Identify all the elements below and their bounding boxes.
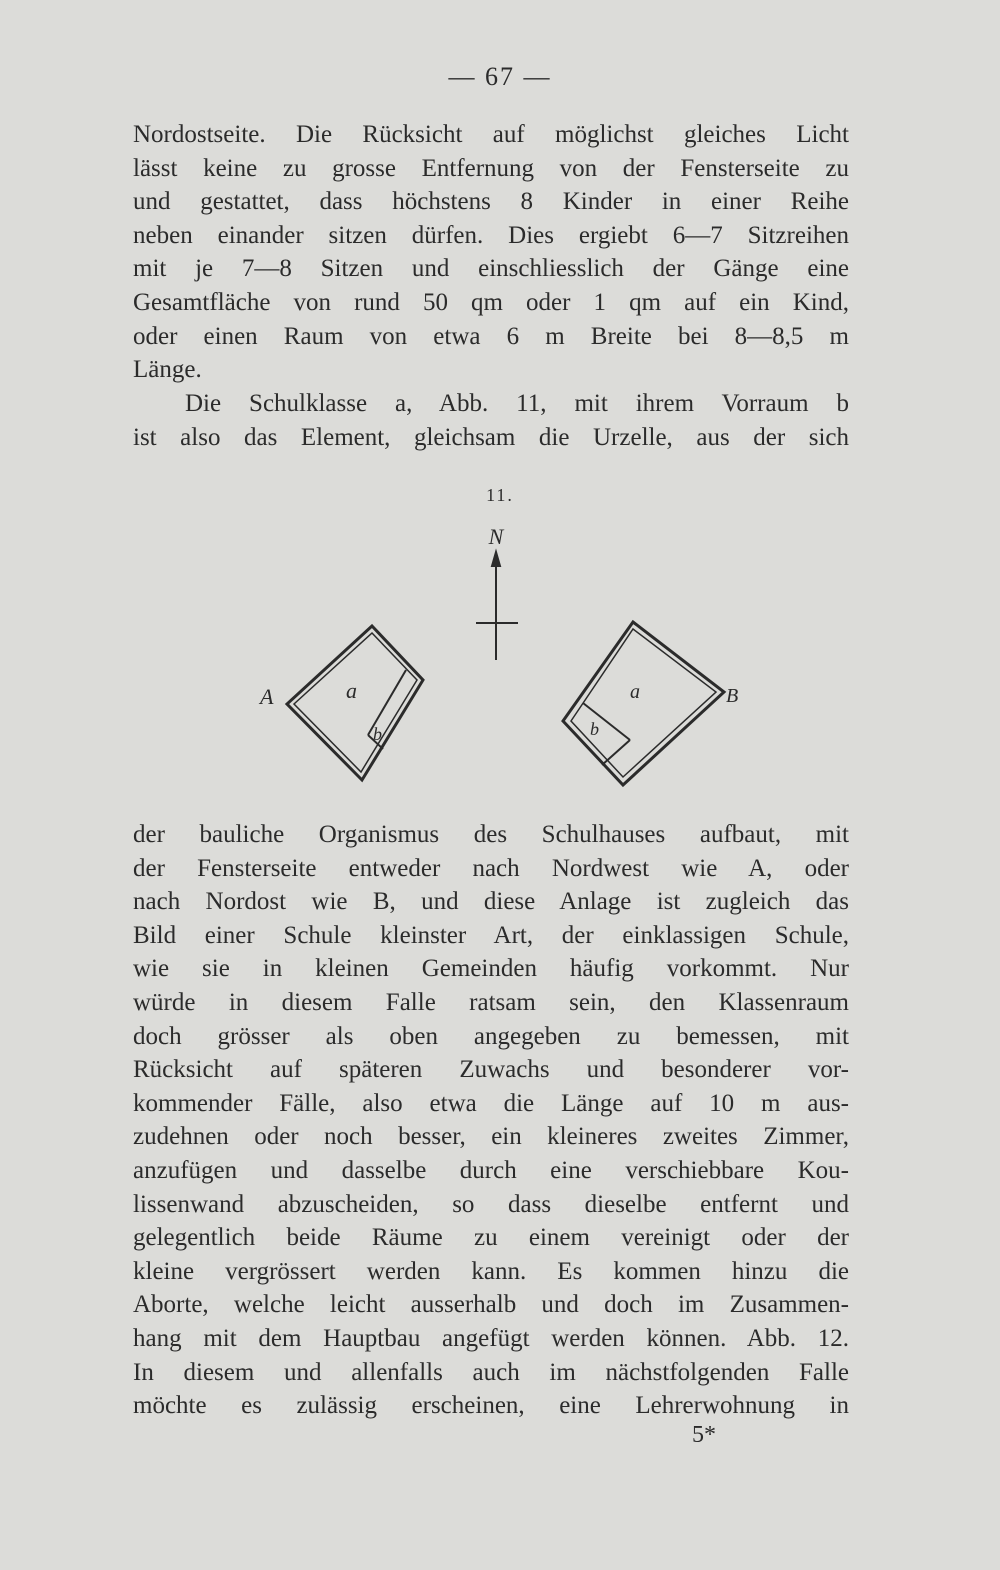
paragraph-2 [133, 387, 849, 454]
text-line: der Fensterseite entweder nach Nordwest wie A, oder [133, 854, 849, 882]
plan-b-anteroom-label: b [590, 719, 599, 739]
text-line: wie sie in kleinen Gemeinden häufig vorkommt. Nur [133, 955, 849, 983]
plan-a-room-label: a [346, 678, 357, 703]
text-line: zudehnen oder noch besser, ein kleineres zweites Zimmer, [133, 1123, 849, 1151]
text-line: Nordostseite. Die Rücksicht auf möglichst gleiches Licht [133, 121, 849, 148]
north-arrow-head [492, 552, 500, 566]
north-label: N [488, 524, 504, 549]
text-line: ist also das Element, gleichsam die Urzelle, aus der sich [133, 423, 849, 451]
text-line: Gesamtfläche von rund 50 qm oder 1 qm auf ein Kind, [133, 288, 849, 316]
plan-a [287, 626, 423, 780]
paragraph-1 [133, 118, 849, 387]
text-line: der bauliche Organismus des Schulhauses aufbaut, mit [133, 821, 849, 848]
page-number: — 67 — [448, 62, 552, 91]
text-line: nach Nordost wie B, und diese Anlage ist zugleich das [133, 888, 849, 916]
signature-mark: 5* [692, 1422, 716, 1448]
plan-b-label: B [726, 685, 739, 707]
text-line: Länge. [133, 356, 202, 384]
text-line: kommender Fälle, also etwa die Länge auf 10 m aus- [133, 1089, 849, 1117]
text-line: lässt keine zu grosse Entfernung von der Fensterseite zu [133, 154, 849, 182]
figure-number: 11. [486, 485, 514, 505]
text-line: Die Schulklasse a, Abb. 11, mit ihrem Vorraum b [185, 390, 849, 417]
text-line: neben einander sitzen dürfen. Dies ergiebt 6—7 Sitzreihen [133, 221, 849, 249]
plan-b-room-label: a [630, 681, 640, 703]
text-line: möchte es zulässig erscheinen, eine Lehrerwohnung in [133, 1392, 849, 1420]
paragraph-3 [133, 818, 849, 1423]
text-line: und gestattet, dass höchstens 8 Kinder in einer Reihe [133, 188, 849, 216]
text-line: lissenwand abzuscheiden, so dass dieselbe entfernt und [133, 1190, 849, 1218]
plan-b [563, 622, 724, 785]
text-line: Aborte, welche leicht ausserhalb und doch im Zusammen- [133, 1291, 849, 1319]
figure-11-floor-plans [240, 520, 760, 790]
text-line: kleine vergrössert werden kann. Es kommen hinzu die [133, 1257, 849, 1285]
text-line: Bild einer Schule kleinster Art, der einklassigen Schule, [133, 921, 849, 949]
plan-a-label: A [260, 684, 274, 709]
text-line: In diesem und allenfalls auch im nächstfolgenden Falle [133, 1358, 849, 1386]
text-line: würde in diesem Falle ratsam sein, den Klassenraum [133, 988, 849, 1016]
text-line: doch grösser als oben angegeben zu bemessen, mit [133, 1022, 849, 1050]
text-line: oder einen Raum von etwa 6 m Breite bei 8—8,5 m [133, 322, 849, 350]
text-line: mit je 7—8 Sitzen und einschliesslich der Gänge eine [133, 255, 849, 283]
text-line: hang mit dem Hauptbau angefügt werden können. Abb. 12. [133, 1324, 849, 1352]
text-line: Rücksicht auf späteren Zuwachs und besonderer vor- [133, 1056, 849, 1084]
text-line: anzufügen und dasselbe durch eine verschiebbare Kou- [133, 1156, 849, 1184]
plan-a-anteroom-label: b [373, 724, 382, 744]
text-line: gelegentlich beide Räume zu einem vereinigt oder der [133, 1224, 849, 1252]
